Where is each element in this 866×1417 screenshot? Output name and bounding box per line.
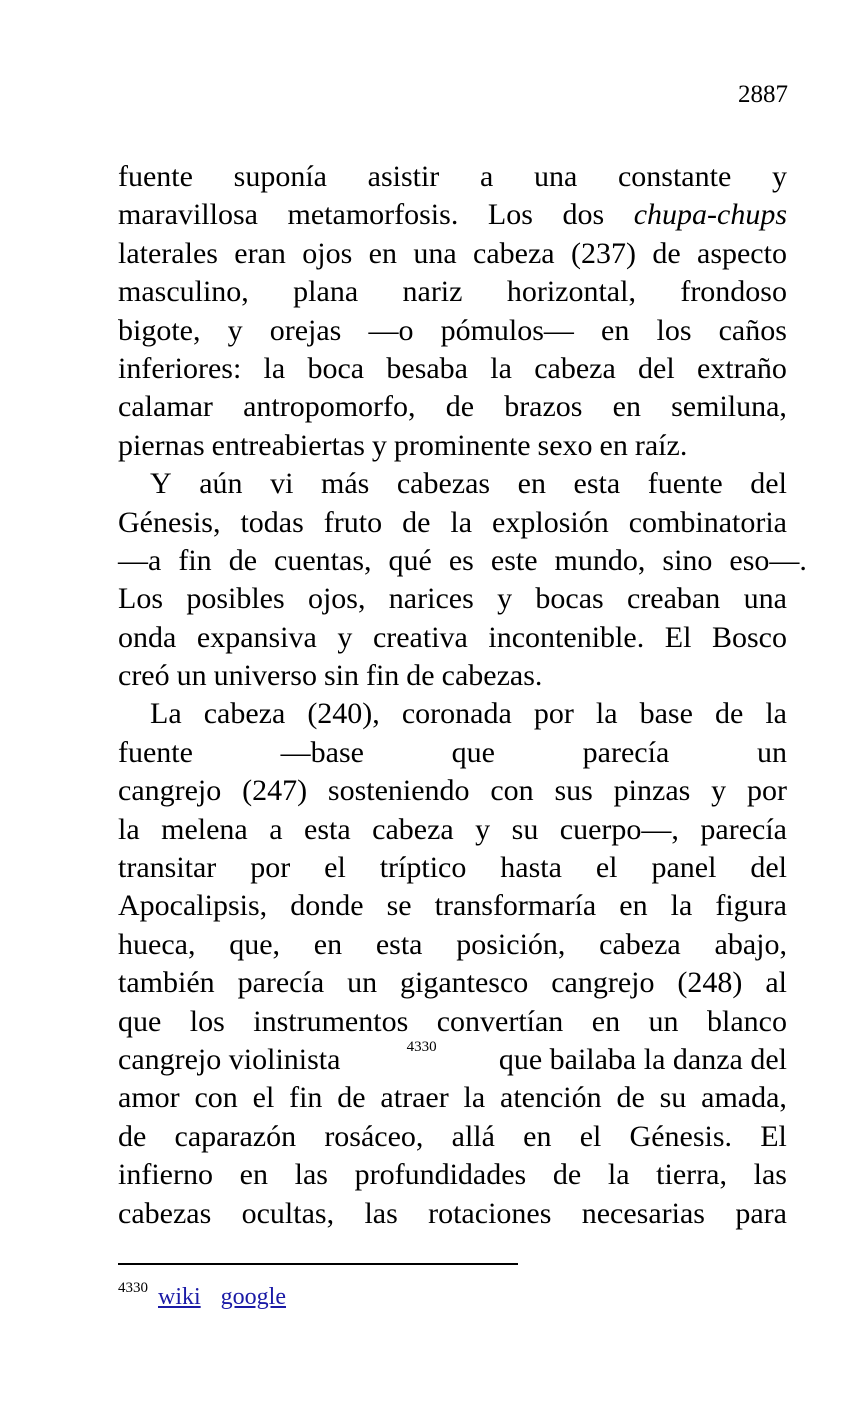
text-fragment: que bailaba la danza del — [498, 1042, 787, 1076]
text-line: piernas entreabiertas y prominente sexo en raíz. — [118, 428, 688, 462]
text-line: creó un universo sin fin de cabezas. — [118, 659, 543, 693]
footnote — [118, 1282, 286, 1315]
text-line: la melena a esta cabeza y su cuerpo—, parecía — [118, 812, 787, 846]
text-line: calamar antropomorfo, de brazos en semiluna, — [118, 390, 787, 424]
footnote-number: 4330 — [118, 1280, 148, 1296]
footnote-reference[interactable]: 4330 — [406, 1038, 437, 1055]
text-line: transitar por el tríptico hasta el panel del — [118, 851, 787, 885]
text-line: La cabeza (240), coronada por la base de la — [150, 697, 787, 731]
text-line: Y aún vi más cabezas en esta fuente del — [150, 467, 787, 501]
body-text — [118, 158, 807, 1233]
text-line: amor con el fin de atraer la atención de su amada, — [118, 1081, 787, 1115]
text-line: cabezas ocultas, las rotaciones necesarias para — [118, 1196, 787, 1230]
text-line: Los posibles ojos, narices y bocas creaban una — [118, 582, 787, 616]
text-line: hueca, que, en esta posición, cabeza abajo, — [118, 927, 787, 961]
text-line: infierno en las profundidades de la tierra, las — [118, 1158, 787, 1192]
wiki-link[interactable]: wiki — [158, 1284, 201, 1310]
text-line: Apocalipsis, donde se transformaría en la figura — [118, 889, 787, 923]
text-line: bigote, y orejas —o pómulos— en los caños — [118, 313, 787, 347]
text-line: —a fin de cuentas, qué es este mundo, sino eso—. — [118, 543, 807, 577]
text-line: Génesis, todas fruto de la explosión combinatoria — [118, 505, 787, 539]
footnote-divider — [118, 1263, 518, 1265]
text-line: cangrejo (247) sosteniendo con sus pinzas y por — [118, 774, 787, 808]
text-line: maravillosa metamorfosis. Los dos chupa-chups — [118, 198, 787, 232]
text-line: que los instrumentos convertían en un blanco — [118, 1004, 787, 1038]
text-line: fuente suponía asistir a una constante y — [118, 160, 787, 193]
google-link[interactable]: google — [220, 1284, 286, 1310]
text-line-with-footnote — [118, 1038, 787, 1079]
page-number: 2887 — [738, 81, 788, 108]
text-line: también parecía un gigantesco cangrejo (248) al — [118, 966, 787, 1000]
text-line: onda expansiva y creativa incontenible. El Bosco — [118, 620, 787, 654]
text-line: laterales eran ojos en una cabeza (237) de aspecto — [118, 236, 787, 270]
text-line: inferiores: la boca besaba la cabeza del extraño — [118, 351, 787, 385]
text-line: de caparazón rosáceo, allá en el Génesis. El — [118, 1119, 787, 1153]
text-fragment: cangrejo violinista — [118, 1042, 341, 1076]
text-line: masculino, plana nariz horizontal, frondoso — [118, 275, 787, 309]
text-line: fuente —base que parecía un — [118, 735, 787, 769]
